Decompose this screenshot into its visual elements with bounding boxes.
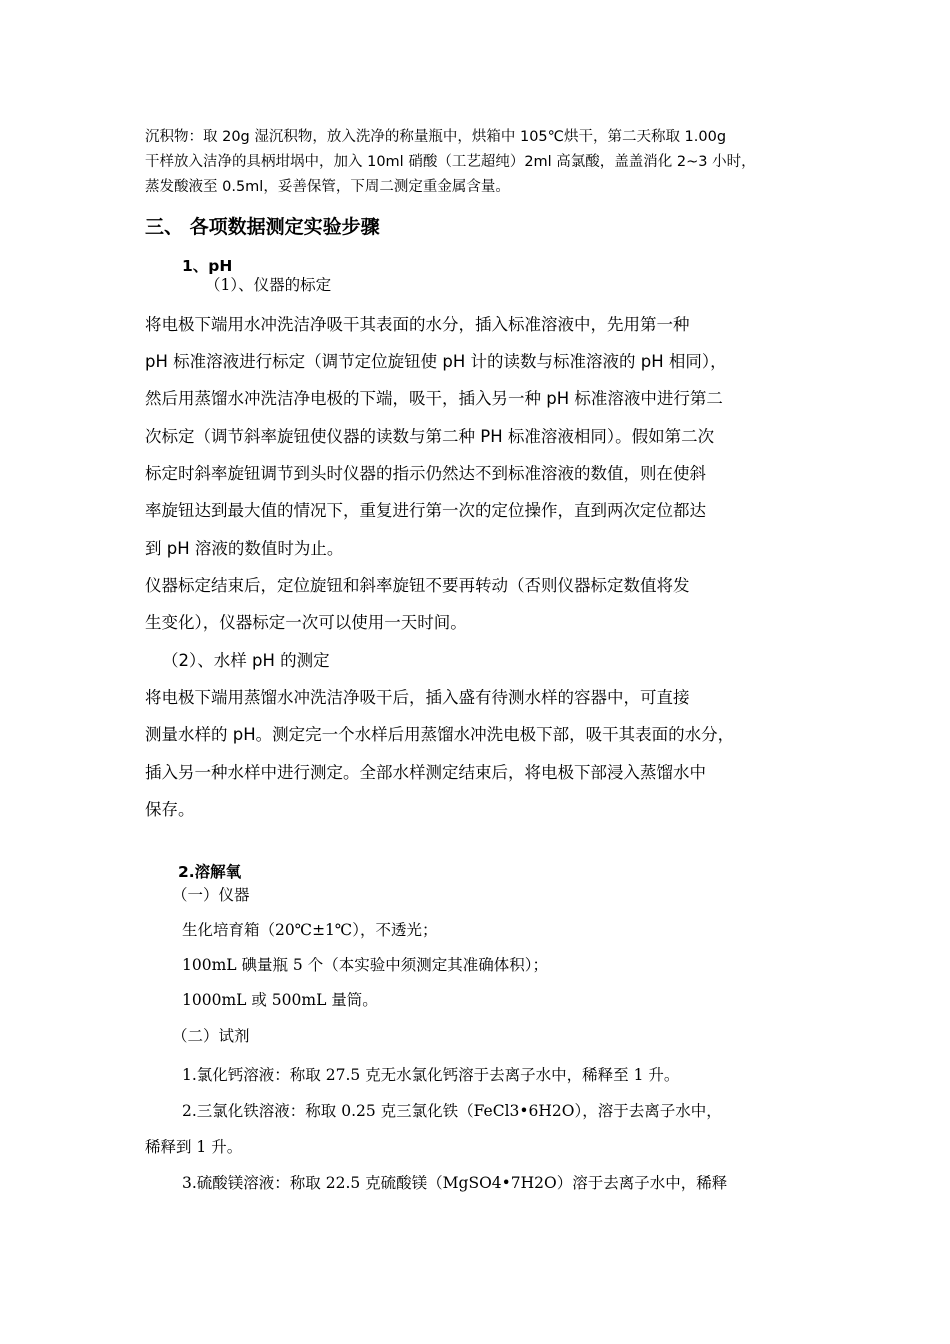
paragraph-line: 插入另一种水样中进行测定。全部水样测定结束后，将电极下部浸入蒸馏水中: [145, 763, 706, 782]
reagent-line: 2.三氯化铁溶液：称取 0.25 克三氯化铁（FeCl3•6H2O），溶于去离子水中，: [182, 1102, 722, 1120]
paragraph-line: 生变化），仪器标定一次可以使用一天时间。: [145, 613, 467, 632]
section-heading: 三、 各项数据测定实验步骤: [145, 216, 380, 238]
paragraph-line: 率旋钮达到最大值的情况下，重复进行第一次的定位操作，直到两次定位都达: [145, 501, 706, 520]
paragraph-line: 到 pH 溶液的数值时为止。: [145, 539, 344, 558]
reagent-line: 稀释到 1 升。: [145, 1138, 243, 1156]
instrument-item: 100mL 碘量瓶 5 个（本实验中须测定其准确体积）；: [182, 956, 548, 974]
paragraph-line: 将电极下端用蒸馏水冲洗洁净吸干后，插入盛有待测水样的容器中，可直接: [145, 688, 690, 707]
instrument-item: 1000mL 或 500mL 量筒。: [182, 991, 378, 1009]
paragraph-line: 次标定（调节斜率旋钮使仪器的读数与第二种 PH 标准溶液相同）。假如第二次: [145, 427, 715, 446]
subsection-heading-ph: 1、pH: [182, 257, 233, 275]
intro-line: 干样放入洁净的具柄坩埚中，加入 10ml 硝酸（工艺超纯）2ml 高氯酸，盖盖消化 2~3 小时，: [145, 154, 756, 170]
paragraph-line: 标定时斜率旋钮调节到头时仪器的指示仍然达不到标准溶液的数值，则在使斜: [145, 464, 706, 483]
intro-line: 蒸发酸液至 0.5ml，妥善保管，下周二测定重金属含量。: [145, 179, 510, 195]
ph-sub1-title: （1）、仪器的标定: [205, 276, 332, 294]
do-reagent-title: （二）试剂: [172, 1027, 250, 1045]
intro-line: 沉积物：取 20g 湿沉积物，放入洗净的称量瓶中，烘箱中 105℃烘干，第二天称取 1.00g: [145, 129, 727, 145]
subsection-heading-do: 2.溶解氧: [178, 863, 242, 881]
paragraph-line: 测量水样的 pH。测定完一个水样后用蒸馏水冲洗电极下部，吸干其表面的水分，: [145, 725, 735, 744]
paragraph-line: 将电极下端用水冲洗洁净吸干其表面的水分，插入标准溶液中，先用第一种: [145, 315, 690, 334]
reagent-line: 1.氯化钙溶液：称取 27.5 克无水氯化钙溶于去离子水中，稀释至 1 升。: [182, 1066, 680, 1084]
paragraph-line: 保存。: [145, 800, 195, 819]
paragraph-line: 仪器标定结束后，定位旋钮和斜率旋钮不要再转动（否则仪器标定数值将发: [145, 576, 690, 595]
ph-sub2-title: （2）、水样 pH 的测定: [162, 651, 330, 670]
reagent-line: 3.硫酸镁溶液：称取 22.5 克硫酸镁（MgSO4•7H2O）溶于去离子水中，稀释: [182, 1174, 728, 1192]
paragraph-line: pH 标准溶液进行标定（调节定位旋钮使 pH 计的读数与标准溶液的 pH 相同），: [145, 352, 727, 371]
instrument-item: 生化培育箱（20℃±1℃），不透光；: [182, 921, 438, 939]
do-instrument-title: （一）仪器: [172, 886, 250, 904]
paragraph-line: 然后用蒸馏水冲洗洁净电极的下端，吸干，插入另一种 pH 标准溶液中进行第二: [145, 389, 723, 408]
